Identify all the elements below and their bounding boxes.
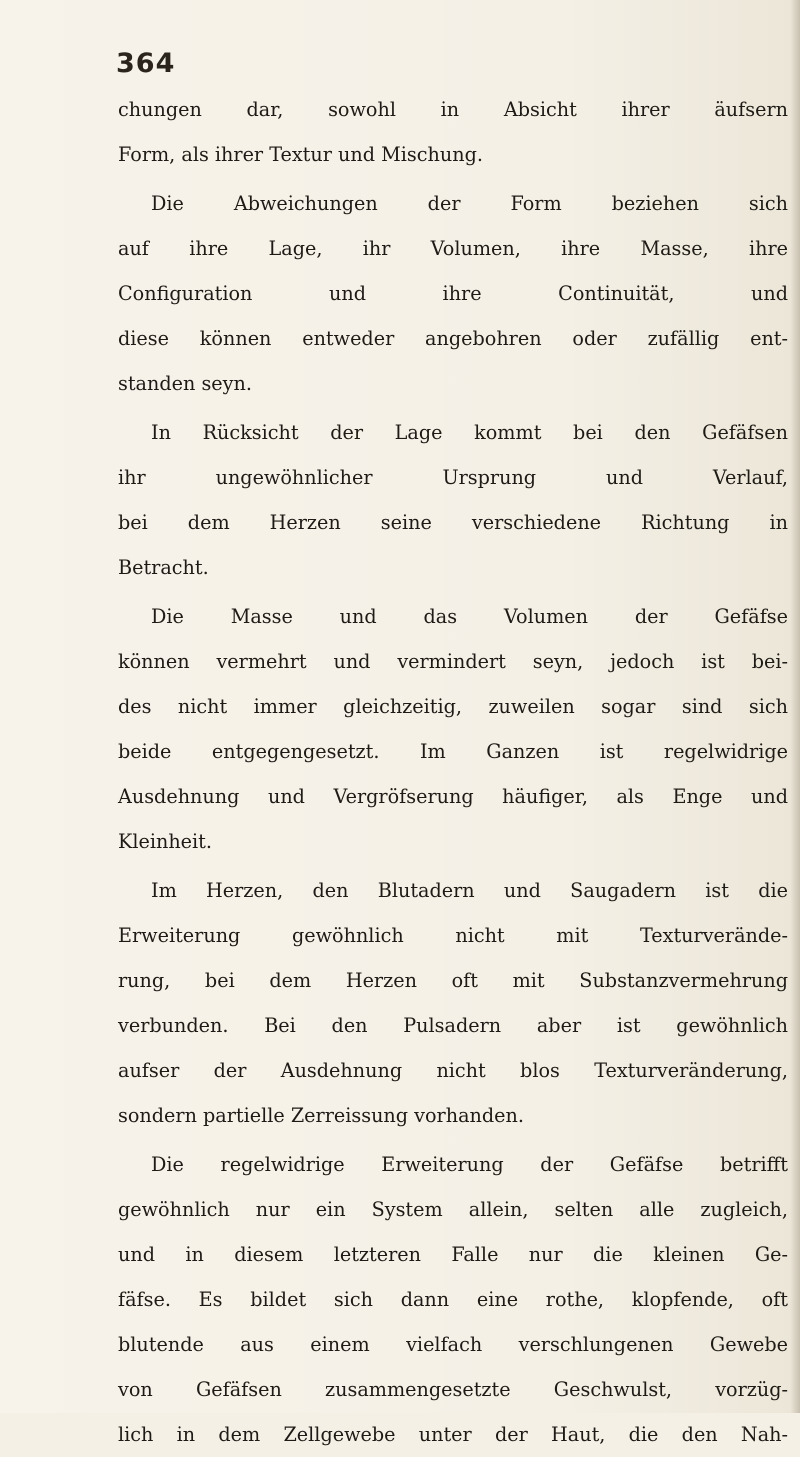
- text-line: fäfse. Es bildet sich dann eine rothe, klopfende, oft: [118, 1288, 788, 1311]
- text-line: sondern partielle Zerreissung vorhanden.: [118, 1104, 524, 1127]
- text-line: können vermehrt und vermindert seyn, jedoch ist bei-: [118, 650, 788, 673]
- text-line: des nicht immer gleichzeitig, zuweilen sogar sind sich: [118, 695, 788, 718]
- text-line: verbunden. Bei den Pulsadern aber ist gewöhnlich: [118, 1014, 788, 1037]
- text-line: auf ihre Lage, ihr Volumen, ihre Masse, ihre: [118, 237, 788, 260]
- text-line: Configuration und ihre Continuität, und: [118, 282, 788, 305]
- text-line: Erweiterung gewöhnlich nicht mit Texturverände-: [118, 924, 788, 947]
- text-line: Ausdehnung und Vergröfserung häufiger, als Enge und: [118, 785, 788, 808]
- text-line: Im Herzen, den Blutadern und Saugadern ist die: [151, 879, 788, 902]
- text-line: Die regelwidrige Erweiterung der Gefäfse betrifft: [151, 1153, 788, 1176]
- text-line: In Rücksicht der Lage kommt bei den Gefäfsen: [151, 421, 788, 444]
- text-line: und in diesem letzteren Falle nur die kleinen Ge-: [118, 1243, 788, 1266]
- text-line: lich in dem Zellgewebe unter der Haut, die den Nah-: [118, 1423, 788, 1446]
- text-line: Die Masse und das Volumen der Gefäfse: [151, 605, 788, 628]
- text-line: Die Abweichungen der Form beziehen sich: [151, 192, 788, 215]
- text-line: blutende aus einem vielfach verschlungenen Gewebe: [118, 1333, 788, 1356]
- text-line: beide entgegengesetzt. Im Ganzen ist regelwidrige: [118, 740, 788, 763]
- text-line: chungen dar, sowohl in Absicht ihrer äufsern: [118, 98, 788, 121]
- page-edge-shadow: [790, 0, 800, 1413]
- text-line: aufser der Ausdehnung nicht blos Texturveränderung,: [118, 1059, 788, 1082]
- text-line: Form, als ihrer Textur und Mischung.: [118, 143, 483, 166]
- text-line: standen seyn.: [118, 372, 252, 395]
- text-line: bei dem Herzen seine verschiedene Richtung in: [118, 511, 788, 534]
- body-text: [118, 87, 788, 1457]
- text-line: Kleinheit.: [118, 830, 212, 853]
- text-line: diese können entweder angebohren oder zufällig ent-: [118, 327, 788, 350]
- page-number: 364: [116, 48, 176, 79]
- text-line: gewöhnlich nur ein System allein, selten alle zugleich,: [118, 1198, 788, 1221]
- text-line: ihr ungewöhnlicher Ursprung und Verlauf,: [118, 466, 788, 489]
- text-line: Betracht.: [118, 556, 209, 579]
- text-line: rung, bei dem Herzen oft mit Substanzvermehrung: [118, 969, 788, 992]
- text-line: von Gefäfsen zusammengesetzte Geschwulst, vorzüg-: [118, 1378, 788, 1401]
